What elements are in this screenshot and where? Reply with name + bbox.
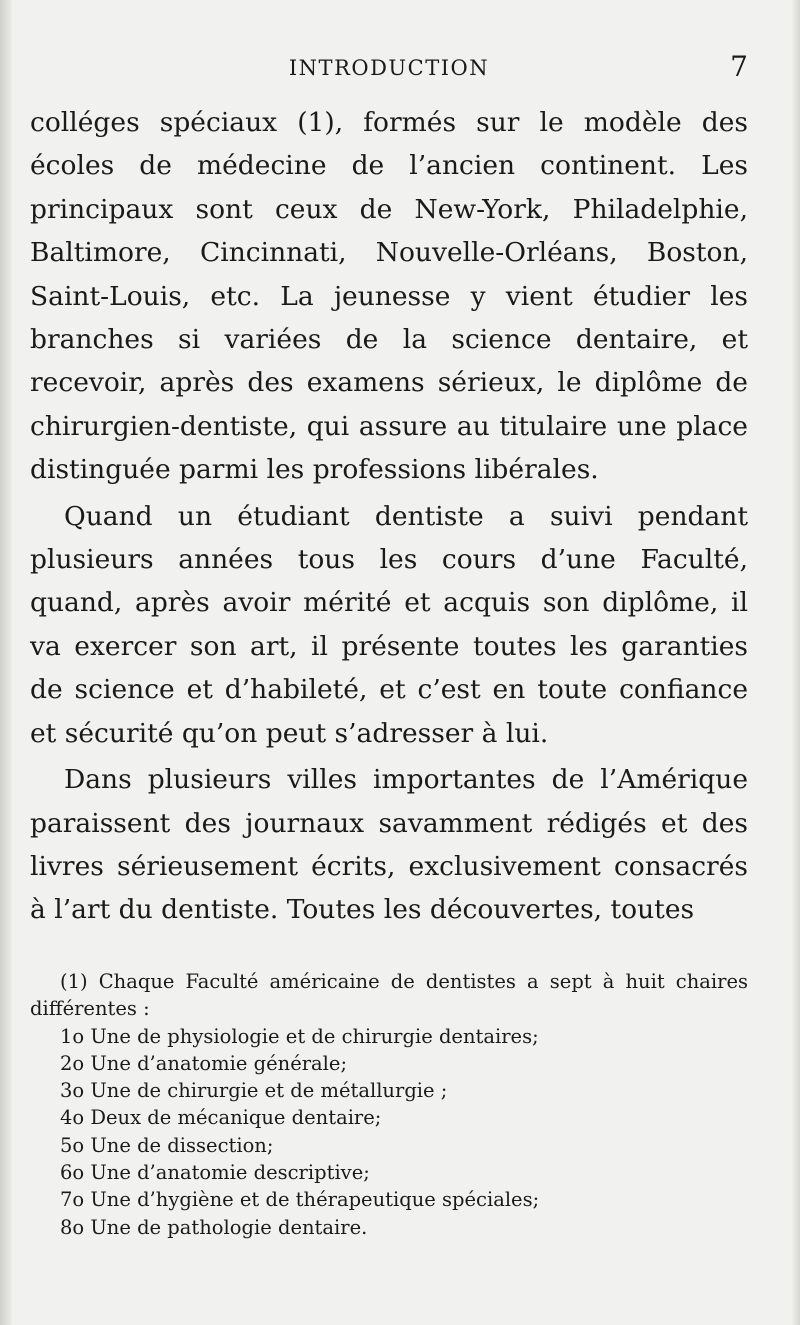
paragraph-student-dentist: Quand un étudiant dentiste a suivi pendant plusieurs années tous les cours d’une Faculté, quand, après avoir mérité et acquis son diplôme, il va exercer son art, il présente toutes les garanties de science et d’habileté, et c’est en toute confiance et sécurité qu’on peut s’adresser à lui.: [30, 500, 748, 749]
body-text: [30, 101, 748, 935]
paragraph-journals: Dans plusieurs villes importantes de l’Amérique paraissent des journaux savamment rédigés et des livres sérieusement écrits, exclusivement consacrés à l’art du dentiste. Toutes les découvertes, toutes: [30, 764, 748, 926]
footnote-item: 5o Une de dissection;: [60, 1133, 274, 1157]
footnote-item: 2o Une d’anatomie générale;: [60, 1051, 348, 1075]
footnote-item: 7o Une d’hygiène et de thérapeutique spéciales;: [60, 1188, 540, 1212]
footnote-item: 1o Une de physiologie et de chirurgie dentaires;: [60, 1024, 539, 1048]
page-number: 7: [730, 50, 748, 83]
footnote-item: 4o Deux de mécanique dentaire;: [60, 1106, 382, 1130]
footnote-item: 6o Une d’anatomie descriptive;: [60, 1161, 370, 1185]
running-head: [30, 50, 748, 86]
footnote-item: 8o Une de pathologie dentaire.: [60, 1215, 368, 1239]
running-title: INTRODUCTION: [288, 56, 490, 80]
footnote: [30, 968, 748, 1241]
footnote-item: 3o Une de chirurgie et de métallurgie ;: [60, 1079, 448, 1103]
paragraph-continuation: colléges spéciaux (1), formés sur le modèle des écoles de médecine de l’ancien continent. Les principaux sont ceux de New-York, Philadelphie, Baltimore, Cincinnati, Nouvelle-Orléans, Boston, Saint-Louis, etc. La jeunesse y vient étudier les branches si variées de la science dentaire, et recevoir, après des examens sérieux, le diplôme de chirurgien-dentiste, qui assure au titulaire une place distinguée parmi les professions libérales.: [30, 107, 748, 486]
footnote-intro: (1) Chaque Faculté américaine de dentistes a sept à huit chaires différentes :: [30, 970, 748, 1021]
footnote-list: [30, 1023, 748, 1241]
